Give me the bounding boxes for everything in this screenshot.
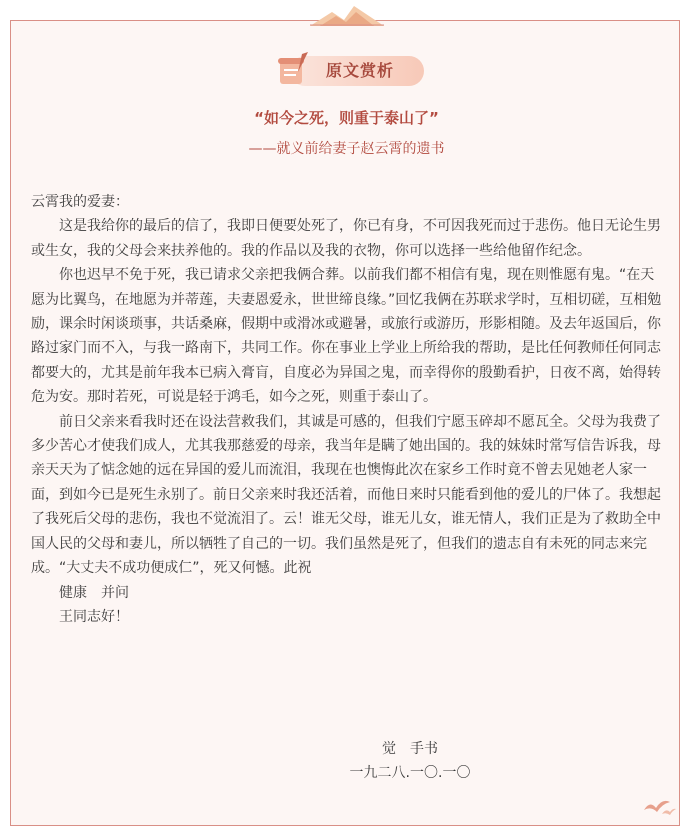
flying-birds-icon: [640, 794, 676, 818]
mountain-ornament-icon: [310, 4, 384, 26]
section-badge-label: 原文赏析: [326, 61, 395, 80]
section-badge: [268, 50, 428, 90]
salutation: 云霄我的爱妻：: [31, 194, 129, 210]
letter-subtitle: ——就义前给妻子赵云霄的遗书: [248, 141, 445, 157]
paragraph: 这是我给你的最后的信了，我即日便要处死了，你已有身，不可因我死而过于悲伤。他日无论生男或生女，我的父母会来扶养他的。我的作品以及我的衣物，你可以选择一些给他留作纪念。: [31, 218, 661, 259]
paragraph: 你也迟早不免于死，我已请求父亲把我俩合葬。以前我们都不相信有鬼，现在则惟愿有鬼。“在天愿为比翼鸟，在地愿为并蒂莲，夫妻恩爱永，世世缔良缘。”回忆我俩在苏联求学时，互相切磋，互相勉励，课余时闲谈琐事，共话桑麻，假期中或滑冰或避暑，或旅行或游历，形影相随。及去年返国后，你路过家门而不入，与我一路南下，共同工作。你在事业上学业上所给我的帮助，是比任何教师任何同志都要大的，尤其是前年我本已病入膏肓，自度必为异国之鬼，而幸得你的殷勤看护，日夜不离，始得转危为安。那时若死，可说是轻于鸿毛，如今之死，则重于泰山了。: [31, 267, 662, 406]
paragraph: 前日父亲来看我时还在设法营救我们，其诚是可感的，但我们宁愿玉碎却不愿瓦全。父母为我费了多少苦心才使我们成人，尤其我那慈爱的母亲，我当年是瞒了她出国的。我的妹妹时常写信告诉我，母亲天天为了惦念她的远在异国的爱儿而流泪，我现在也懊悔此次在家乡工作时竟不曾去见她老人家一面，到如今已是死生永别了。前日父亲来时我还活着，而他日来时只能看到他的爱儿的尸体了。我想起了我死后父母的悲伤，我也不觉流泪了。云！谁无父母，谁无儿女，谁无情人，我们正是为了救助全中国人民的父母和妻儿，所以牺牲了自己的一切。我们虽然是死了，但我们的遗志自有未死的同志来完成。“大丈夫不成功便成仁”，死又何憾。此祝: [31, 413, 661, 577]
signature: 觉 手书: [382, 741, 438, 757]
letter-title: “如今之死，则重于泰山了”: [254, 109, 439, 127]
closing-greeting: 王同志好！: [59, 608, 129, 625]
signature-block: [330, 737, 490, 785]
letter-date: 一九二八.一〇.一〇: [349, 765, 471, 781]
scroll-quill-icon: [272, 50, 312, 90]
closing-wish: 健康 并问: [59, 584, 129, 601]
letter-body: [31, 190, 663, 629]
